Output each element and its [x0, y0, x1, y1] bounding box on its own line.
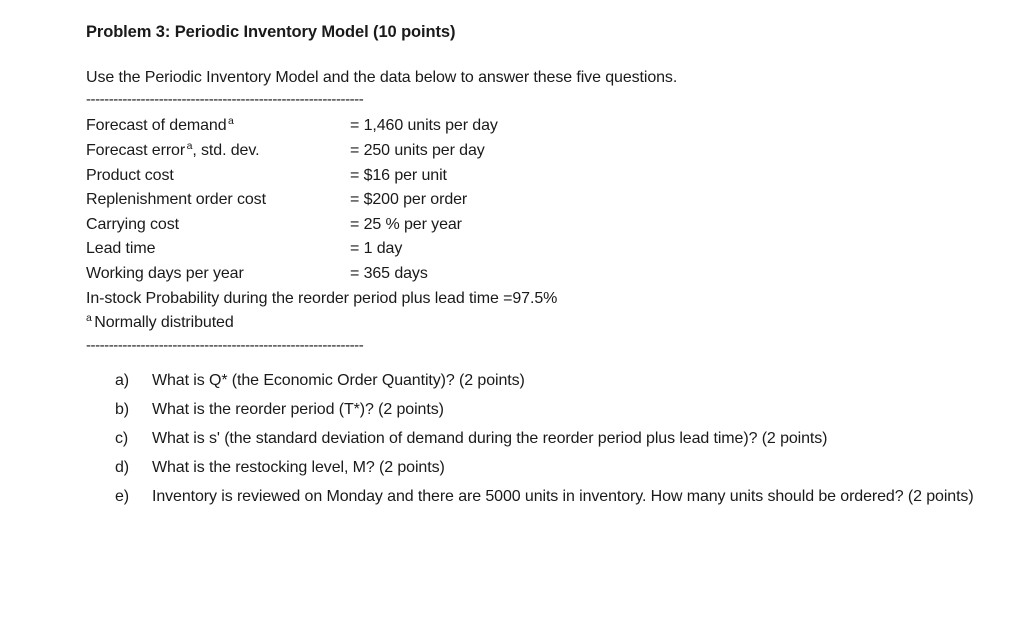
param-label: Product cost	[86, 166, 174, 184]
parameter-table	[86, 114, 498, 286]
param-label: Carrying cost	[86, 215, 179, 233]
separator-bottom: -------------------------------------------------------------	[86, 337, 364, 354]
table-row	[86, 213, 498, 238]
question-text: What is the reorder period (T*)? (2 points)	[152, 400, 444, 418]
param-value: = 250 units per day	[350, 142, 485, 160]
question-text: What is the restocking level, M? (2 points)	[152, 458, 445, 476]
param-label: Forecast error	[86, 142, 186, 160]
separator-top: -------------------------------------------------------------	[86, 92, 364, 109]
table-row	[86, 114, 498, 139]
footnote-marker: a	[228, 115, 234, 128]
param-label: Working days per year	[86, 264, 244, 282]
question-text: What is s' (the standard deviation of demand during the reorder period plus lead time)? (2 points)	[152, 429, 828, 447]
question-marker: b)	[115, 400, 130, 418]
param-label-cell	[86, 139, 350, 164]
table-row	[86, 237, 498, 262]
param-label: Forecast of demand	[86, 117, 227, 135]
param-value: = $200 per order	[350, 191, 468, 209]
footnote-marker: a	[86, 311, 92, 324]
question-marker: d)	[115, 458, 130, 476]
list-item	[86, 366, 982, 395]
param-value: = 365 days	[350, 264, 428, 282]
footnote-text: Normally distributed	[94, 314, 234, 332]
param-label-cell	[86, 164, 350, 189]
param-value: = 1 day	[350, 240, 403, 258]
question-marker: e)	[115, 487, 130, 505]
param-label: Replenishment order cost	[86, 191, 266, 209]
list-item	[86, 395, 982, 424]
footnote-marker: a	[186, 139, 193, 152]
table-row	[86, 262, 498, 287]
param-label-cell	[86, 237, 350, 262]
list-item	[86, 482, 982, 511]
table-row	[86, 188, 498, 213]
intro-paragraph: Use the Periodic Inventory Model and the data below to answer these five questions.	[86, 68, 678, 86]
footnote-line	[86, 311, 986, 336]
table-row	[86, 139, 498, 164]
instock-probability-line: In-stock Probability during the reorder period plus lead time =97.5%	[86, 289, 558, 307]
param-label-cell	[86, 262, 350, 287]
param-label-cell	[86, 213, 350, 238]
param-value: = $16 per unit	[350, 166, 447, 184]
document-body	[86, 22, 986, 511]
table-row	[86, 164, 498, 189]
question-marker: c)	[115, 429, 129, 447]
param-label-cell	[86, 114, 350, 139]
param-label: Lead time	[86, 240, 156, 258]
param-label-cell	[86, 188, 350, 213]
list-item	[86, 424, 982, 453]
list-item	[86, 453, 982, 482]
page-title: Problem 3: Periodic Inventory Model (10 points)	[86, 23, 456, 41]
param-value: = 1,460 units per day	[350, 117, 498, 135]
question-list	[86, 366, 986, 511]
question-marker: a)	[115, 371, 130, 389]
parameter-table-body	[86, 114, 498, 286]
param-label-suffix: , std. dev.	[192, 142, 260, 160]
question-text: What is Q* (the Economic Order Quantity)? (2 points)	[152, 371, 525, 389]
param-value: = 25 % per year	[350, 215, 462, 233]
question-text: Inventory is reviewed on Monday and there are 5000 units in inventory. How many units should be ordered? (2 points)	[152, 487, 974, 505]
